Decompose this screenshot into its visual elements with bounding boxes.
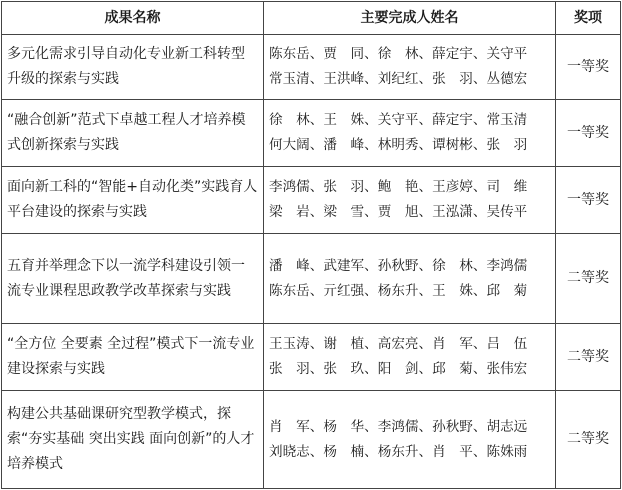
- contributors-line: 何大阔、潘 峰、林明秀、谭树彬、张 羽: [269, 137, 528, 153]
- header-names: 主要完成人姓名: [264, 2, 556, 35]
- contributors-line: 常玉清、王洪峰、刘纪红、张 羽、丛德宏: [269, 71, 528, 87]
- achievement-title: 构建公共基础课研究型教学模式，探索“夯实基础 突出实践 面向创新”的人才培养模式: [2, 391, 264, 489]
- table-header: [2, 2, 621, 35]
- achievement-title: 面向新工科的“智能+自动化类”实践育人平台建设的探索与实践: [2, 167, 264, 234]
- contributors-cell: [264, 35, 556, 100]
- contributors-line: 徐 林、王 姝、关守平、薛定宇、常玉清: [269, 112, 528, 128]
- achievement-title: 五育并举理念下以一流学科建设引领一流专业课程思政教学改革探索与实践: [2, 234, 264, 324]
- contributors-cell: [264, 234, 556, 324]
- contributors-line: 王玉涛、谢 植、高宏亮、肖 军、吕 伍: [269, 336, 528, 352]
- contributors-cell: [264, 324, 556, 391]
- contributors-line: 刘晓志、杨 楠、杨东升、肖 平、陈姝雨: [269, 443, 528, 460]
- award-level: 二等奖: [556, 234, 621, 324]
- contributors-line: 肖 军、杨 华、李鸿儒、孙秋野、胡志远: [269, 418, 528, 435]
- contributors-line: 陈东岳、亓红强、杨东升、王 姝、邱 菊: [269, 282, 528, 299]
- table-row: [2, 391, 621, 489]
- achievement-title: “全方位 全要素 全过程”模式下一流专业建设探索与实践: [2, 324, 264, 391]
- header-title: 成果名称: [2, 2, 264, 35]
- award-level: 二等奖: [556, 324, 621, 391]
- table-body: [2, 35, 621, 489]
- table-row: [2, 100, 621, 167]
- contributors-line: 梁 岩、梁 雪、贾 旭、王泓潇、吴传平: [269, 204, 528, 220]
- achievement-title: 多元化需求引导自动化专业新工科转型升级的探索与实践: [2, 35, 264, 100]
- header-row: [2, 2, 621, 35]
- award-level: 一等奖: [556, 167, 621, 234]
- header-award: 奖项: [556, 2, 621, 35]
- table-row: [2, 324, 621, 391]
- award-level: 二等奖: [556, 391, 621, 489]
- contributors-line: 陈东岳、贾 同、徐 林、薛定宇、关守平: [269, 46, 528, 62]
- achievement-title: “融合创新”范式下卓越工程人才培养模式创新探索与实践: [2, 100, 264, 167]
- award-level: 一等奖: [556, 100, 621, 167]
- table-row: [2, 35, 621, 100]
- table-row: [2, 234, 621, 324]
- table-row: [2, 167, 621, 234]
- award-level: 一等奖: [556, 35, 621, 100]
- contributors-line: 潘 峰、武建军、孙秋野、徐 林、李鸿儒: [269, 257, 528, 274]
- awards-table: [1, 1, 621, 489]
- contributors-line: 李鸿儒、张 羽、鲍 艳、王彦婷、司 维: [269, 179, 528, 195]
- contributors-cell: [264, 100, 556, 167]
- contributors-line: 张 羽、张 玖、阳 剑、邱 菊、张伟宏: [269, 361, 528, 377]
- contributors-cell: [264, 391, 556, 489]
- contributors-cell: [264, 167, 556, 234]
